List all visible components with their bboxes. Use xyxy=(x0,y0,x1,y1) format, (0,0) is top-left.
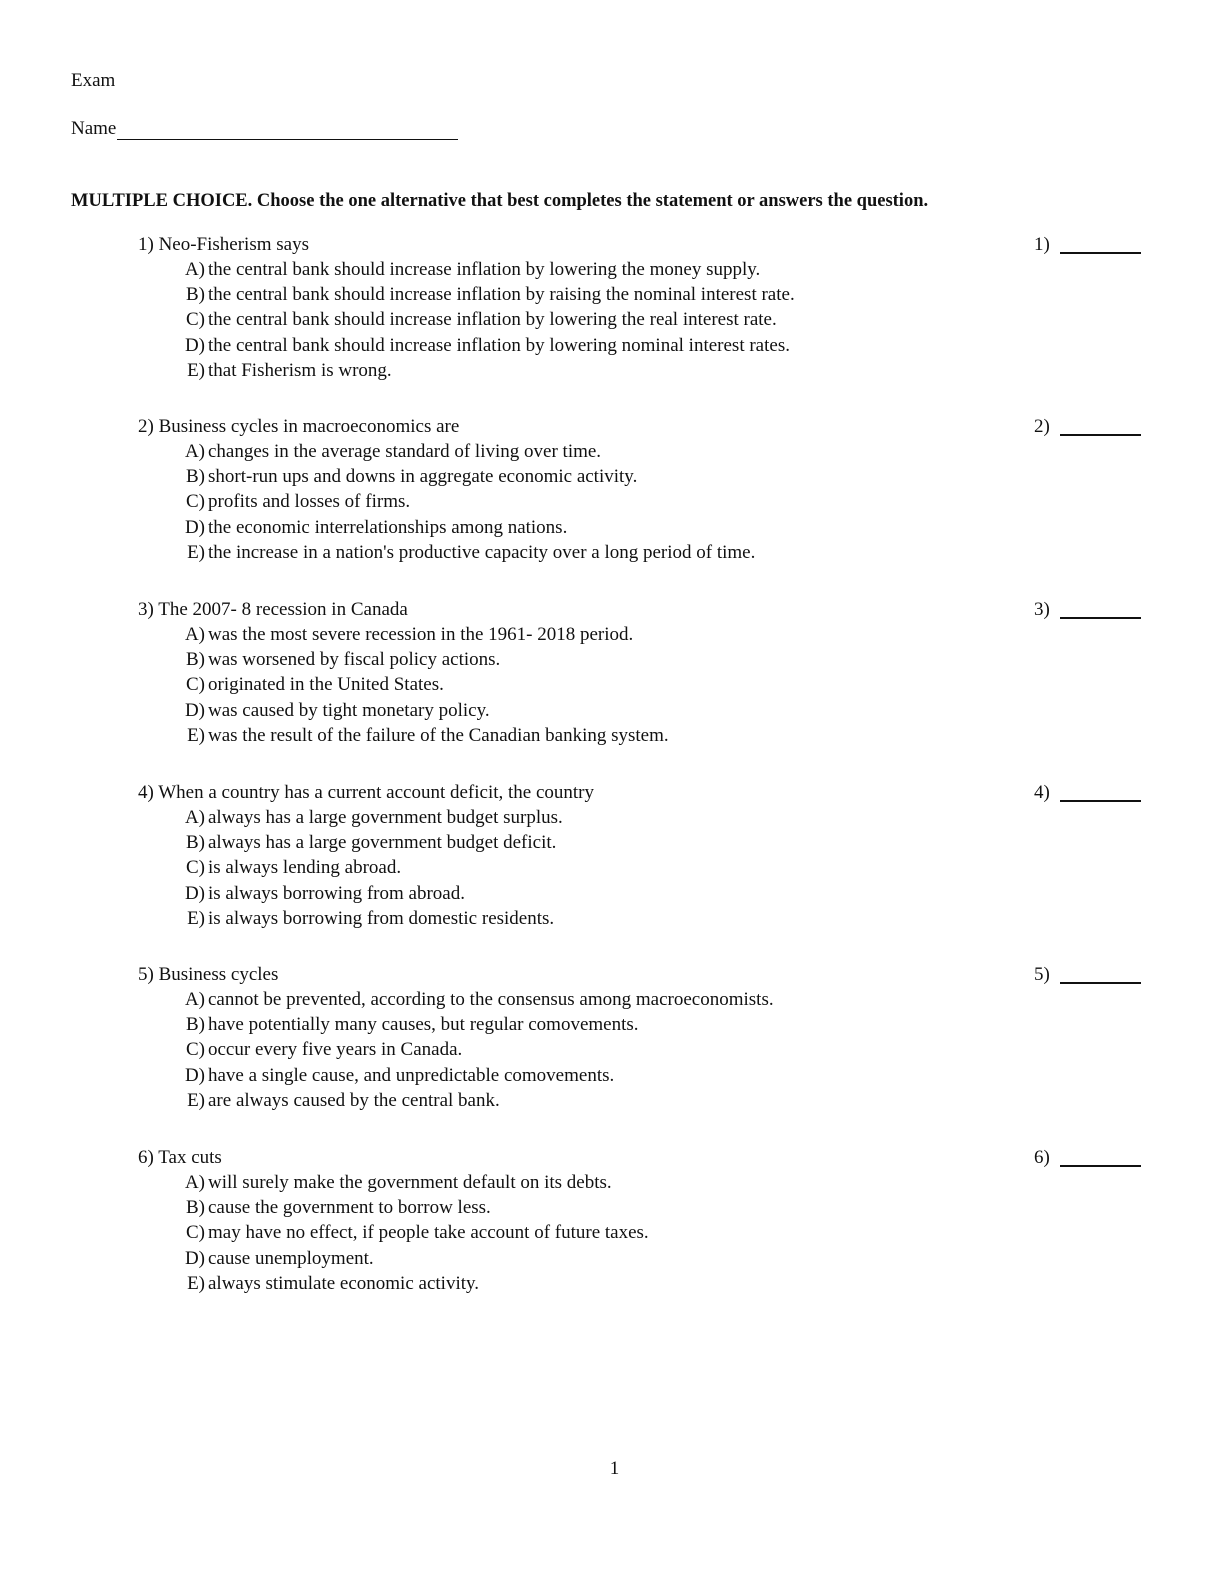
question-stem xyxy=(138,597,1148,622)
answer-blank-line[interactable] xyxy=(1060,252,1141,254)
section-instructions: MULTIPLE CHOICE. Choose the one alternative that best completes the statement or answers the question. xyxy=(71,191,929,211)
option-letter: C) xyxy=(186,309,205,331)
question-number: 5) xyxy=(138,964,154,985)
question-number: 6) xyxy=(138,1147,154,1168)
answer-option xyxy=(138,358,1148,383)
option-text: cannot be prevented, according to the consensus among macroeconomists. xyxy=(208,989,774,1010)
option-letter: A) xyxy=(184,624,205,645)
answer-option xyxy=(138,987,1148,1012)
option-text: the increase in a nation's productive capacity over a long period of time. xyxy=(208,541,756,563)
option-letter: D) xyxy=(184,882,205,904)
page-number: 1 xyxy=(609,1458,620,1479)
answer-number-label: 5) xyxy=(1034,964,1050,985)
option-letter: D) xyxy=(184,1064,205,1086)
answer-option xyxy=(138,672,1148,697)
answer-blank-line[interactable] xyxy=(1060,617,1141,619)
option-text: cause the government to borrow less. xyxy=(208,1197,491,1219)
option-letter: C) xyxy=(186,1039,205,1061)
option-text: always has a large government budget surplus. xyxy=(208,807,563,828)
answer-option xyxy=(138,333,1148,358)
option-text: always stimulate economic activity. xyxy=(208,1272,480,1294)
answer-option xyxy=(138,307,1148,332)
option-letter: C) xyxy=(186,857,205,879)
question-6 xyxy=(138,1145,1148,1296)
option-letter: A) xyxy=(184,1172,205,1193)
option-letter: E) xyxy=(187,541,205,563)
option-text: was the most severe recession in the 1961- 2018 period. xyxy=(208,624,634,645)
answer-number-label: 1) xyxy=(1034,234,1050,255)
answer-option xyxy=(138,257,1148,282)
question-number: 4) xyxy=(138,782,154,803)
question-2 xyxy=(138,414,1148,565)
answer-option xyxy=(138,1088,1148,1113)
answer-option xyxy=(138,1170,1148,1195)
option-letter: B) xyxy=(186,832,205,854)
answer-option xyxy=(138,1246,1148,1271)
option-text: was worsened by fiscal policy actions. xyxy=(208,649,501,671)
answer-option xyxy=(138,906,1148,931)
option-letter: E) xyxy=(187,359,205,381)
option-text: was the result of the failure of the Canadian banking system. xyxy=(208,724,669,746)
option-letter: A) xyxy=(184,441,205,462)
question-4 xyxy=(138,780,1148,931)
question-stem xyxy=(138,1145,1148,1170)
option-text: the central bank should increase inflation by lowering the real interest rate. xyxy=(208,309,777,331)
option-text: the central bank should increase inflation by raising the nominal interest rate. xyxy=(208,284,795,306)
answer-option xyxy=(138,698,1148,723)
option-text: cause unemployment. xyxy=(208,1247,374,1269)
option-text: is always borrowing from abroad. xyxy=(208,882,465,904)
answer-option xyxy=(138,540,1148,565)
answer-option xyxy=(138,723,1148,748)
option-text: always has a large government budget deficit. xyxy=(208,832,557,854)
answer-blank-line[interactable] xyxy=(1060,1165,1141,1167)
option-letter: D) xyxy=(184,334,205,356)
question-stem-text: Business cycles in macroeconomics are xyxy=(158,416,460,437)
option-text: are always caused by the central bank. xyxy=(208,1089,500,1111)
option-text: have a single cause, and unpredictable comovements. xyxy=(208,1064,615,1086)
question-number: 2) xyxy=(138,416,154,437)
option-text: that Fisherism is wrong. xyxy=(208,359,392,381)
option-text: the central bank should increase inflation by lowering nominal interest rates. xyxy=(208,334,790,356)
option-text: short-run ups and downs in aggregate economic activity. xyxy=(208,466,638,488)
option-letter: B) xyxy=(186,1197,205,1219)
answer-option xyxy=(138,1271,1148,1296)
option-letter: D) xyxy=(184,1247,205,1269)
answer-blank-line[interactable] xyxy=(1060,982,1141,984)
question-1 xyxy=(138,232,1148,383)
option-text: occur every five years in Canada. xyxy=(208,1039,463,1061)
answer-number-label: 3) xyxy=(1034,599,1050,620)
answer-option xyxy=(138,282,1148,307)
option-letter: C) xyxy=(186,1222,205,1244)
question-number: 1) xyxy=(138,234,154,255)
option-text: have potentially many causes, but regular comovements. xyxy=(208,1014,639,1036)
answer-blank-line[interactable] xyxy=(1060,434,1141,436)
option-text: may have no effect, if people take account of future taxes. xyxy=(208,1222,649,1244)
answer-option xyxy=(138,1012,1148,1037)
answer-option xyxy=(138,1037,1148,1062)
answer-option xyxy=(138,881,1148,906)
answer-option xyxy=(138,1220,1148,1245)
option-text: the central bank should increase inflation by lowering the money supply. xyxy=(208,259,761,280)
answer-option xyxy=(138,439,1148,464)
answer-option xyxy=(138,1195,1148,1220)
answer-option xyxy=(138,830,1148,855)
question-stem-text: When a country has a current account deficit, the country xyxy=(158,782,595,803)
option-text: is always borrowing from domestic residents. xyxy=(208,907,555,929)
option-text: will surely make the government default on its debts. xyxy=(208,1172,612,1193)
answer-option xyxy=(138,622,1148,647)
option-letter: D) xyxy=(184,699,205,721)
answer-number-label: 6) xyxy=(1034,1147,1050,1168)
option-letter: E) xyxy=(187,1089,205,1111)
answer-option xyxy=(138,464,1148,489)
option-letter: E) xyxy=(187,1272,205,1294)
question-stem xyxy=(138,414,1148,439)
answer-option xyxy=(138,855,1148,880)
option-letter: B) xyxy=(186,284,205,306)
name-blank-line[interactable] xyxy=(117,123,458,140)
answer-option xyxy=(138,489,1148,514)
answer-option xyxy=(138,647,1148,672)
question-stem-text: The 2007- 8 recession in Canada xyxy=(158,599,408,620)
question-5 xyxy=(138,962,1148,1113)
option-text: changes in the average standard of living over time. xyxy=(208,441,602,462)
question-3 xyxy=(138,597,1148,748)
option-letter: A) xyxy=(184,259,205,280)
question-number: 3) xyxy=(138,599,154,620)
option-letter: B) xyxy=(186,649,205,671)
answer-option xyxy=(138,805,1148,830)
name-field[interactable] xyxy=(71,118,458,140)
option-letter: E) xyxy=(187,907,205,929)
exam-label: Exam xyxy=(71,70,116,91)
option-text: is always lending abroad. xyxy=(208,857,402,879)
question-stem xyxy=(138,232,1148,257)
option-text: originated in the United States. xyxy=(208,674,444,696)
question-stem xyxy=(138,780,1148,805)
option-text: was caused by tight monetary policy. xyxy=(208,699,490,721)
question-stem-text: Business cycles xyxy=(158,964,279,985)
answer-option xyxy=(138,1063,1148,1088)
question-stem-text: Neo-Fisherism says xyxy=(158,234,309,255)
option-letter: B) xyxy=(186,1014,205,1036)
answer-option xyxy=(138,515,1148,540)
option-text: the economic interrelationships among nations. xyxy=(208,516,568,538)
answer-blank-line[interactable] xyxy=(1060,800,1141,802)
option-letter: A) xyxy=(184,807,205,828)
option-letter: A) xyxy=(184,989,205,1010)
question-stem-text: Tax cuts xyxy=(158,1147,222,1168)
answer-number-label: 2) xyxy=(1034,416,1050,437)
answer-number-label: 4) xyxy=(1034,782,1050,803)
option-letter: B) xyxy=(186,466,205,488)
name-label: Name xyxy=(71,118,117,139)
option-letter: E) xyxy=(187,724,205,746)
option-letter: C) xyxy=(186,674,205,696)
option-text: profits and losses of firms. xyxy=(208,491,411,513)
question-stem xyxy=(138,962,1148,987)
option-letter: D) xyxy=(184,516,205,538)
option-letter: C) xyxy=(186,491,205,513)
